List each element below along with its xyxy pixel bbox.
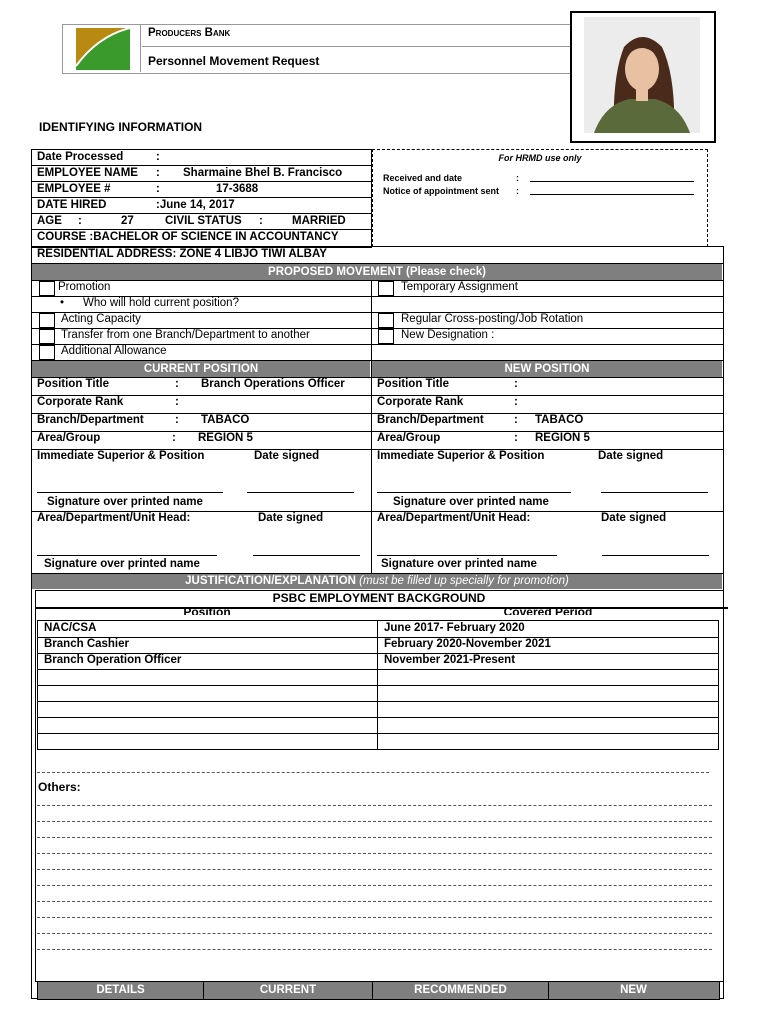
cur-date-line-2[interactable] [253, 555, 360, 556]
new-sig-line-1[interactable] [377, 492, 571, 493]
date-hired-label: DATE HIRED [37, 199, 107, 211]
others-line[interactable] [37, 821, 712, 822]
colon: : [156, 183, 160, 195]
employee-name-value: Sharmaine Bhel B. Francisco [183, 167, 343, 179]
new-sig-line-2[interactable] [377, 555, 557, 556]
colon: : [514, 414, 518, 426]
colon: : [156, 151, 160, 163]
new-sig-caption-1: Signature over printed name [393, 496, 549, 508]
others-line[interactable] [37, 853, 712, 854]
new-branch-label: Branch/Department [377, 414, 484, 426]
bg-period-1: June 2017- February 2020 [384, 622, 525, 634]
hrmd-box [372, 149, 708, 247]
address-value: RESIDENTIAL ADDRESS: ZONE 4 LIBJO TIWI ALBAY [37, 248, 327, 260]
cross-posting-checkbox[interactable] [378, 313, 394, 328]
form-title: Personnel Movement Request [148, 54, 320, 68]
employee-no-label: EMPLOYEE # [37, 183, 111, 195]
new-date-line-2[interactable] [602, 555, 709, 556]
employee-name-label: EMPLOYEE NAME [37, 167, 138, 179]
age-label: AGE [37, 215, 62, 227]
colon: : [175, 378, 179, 390]
transfer-checkbox[interactable] [39, 329, 55, 344]
hrmd-title: For HRMD use only [498, 153, 582, 163]
notice-label: Notice of appointment sent [383, 186, 500, 196]
new-area-value: REGION 5 [535, 432, 590, 444]
allowance-checkbox[interactable] [39, 345, 55, 360]
colon: : [514, 378, 518, 390]
colon: : [514, 432, 518, 444]
colon: : [514, 396, 518, 408]
acting-label: Acting Capacity [61, 313, 141, 325]
new-area-label: Area/Group [377, 432, 441, 444]
new-position-title-label: Position Title [377, 378, 449, 390]
footer-current: CURRENT [259, 984, 317, 996]
received-label: Received and date [383, 173, 463, 183]
cur-date-signed-2: Date signed [258, 512, 324, 524]
employee-no-value: 17-3688 [216, 183, 259, 195]
cur-area-label: Area/Group [37, 432, 101, 444]
new-sig-caption-2: Signature over printed name [381, 558, 537, 570]
bank-name: Producers Bank [148, 27, 231, 39]
cur-superior-label: Immediate Superior & Position [37, 450, 205, 462]
others-line[interactable] [37, 885, 712, 886]
current-position-header: CURRENT POSITION [32, 361, 370, 377]
col-period-header: Covered Period [503, 605, 593, 615]
acting-checkbox[interactable] [39, 313, 55, 328]
cur-unit-head-label: Area/Department/Unit Head: [37, 512, 191, 524]
promotion-checkbox[interactable] [39, 281, 55, 296]
bg-position-2: Branch Cashier [44, 638, 130, 650]
promotion-label: Promotion [58, 281, 111, 293]
footer-new: NEW [620, 984, 647, 996]
transfer-label: Transfer from one Branch/Department to another [61, 329, 310, 341]
colon: : [516, 173, 519, 183]
civil-status-value: MARRIED [292, 215, 346, 227]
justification-title: JUSTIFICATION/EXPLANATION [185, 575, 356, 587]
colon: : [259, 215, 263, 227]
justification-note: (must be filled up specially for promotion) [359, 575, 569, 587]
cur-sig-caption-1: Signature over printed name [47, 496, 203, 508]
temporary-label: Temporary Assignment [401, 281, 518, 293]
new-date-signed-1: Date signed [598, 450, 664, 462]
colon: : [516, 186, 519, 196]
background-title: PSBC EMPLOYMENT BACKGROUND [272, 591, 486, 605]
bg-position-1: NAC/CSA [44, 622, 97, 634]
others-line[interactable] [37, 901, 712, 902]
bullet-icon: • [60, 297, 65, 309]
cur-branch-value: TABACO [201, 414, 250, 426]
others-label: Others: [38, 780, 81, 794]
cur-sig-line-1[interactable] [37, 492, 223, 493]
date-processed-label: Date Processed [37, 151, 124, 163]
new-branch-value: TABACO [535, 414, 584, 426]
bank-logo-icon [76, 28, 130, 70]
new-designation-checkbox[interactable] [378, 329, 394, 344]
colon: : [78, 215, 82, 227]
footer-details: DETAILS [96, 984, 145, 996]
cur-date-signed-1: Date signed [254, 450, 320, 462]
cur-area-value: REGION 5 [198, 432, 253, 444]
footer-recommended: RECOMMENDED [414, 984, 507, 996]
colon: : [175, 414, 179, 426]
others-line[interactable] [37, 869, 712, 870]
others-line[interactable] [37, 949, 712, 950]
cur-date-line-1[interactable] [247, 492, 354, 493]
cur-rank-label: Corporate Rank [37, 396, 124, 408]
date-hired-value: :June 14, 2017 [156, 199, 235, 211]
new-unit-head-label: Area/Department/Unit Head: [377, 512, 531, 524]
new-rank-label: Corporate Rank [377, 396, 464, 408]
civil-status-label: CIVIL STATUS [165, 215, 242, 227]
bg-period-3: November 2021-Present [384, 654, 516, 666]
new-position-header: NEW POSITION [372, 361, 722, 377]
header-divider [142, 46, 582, 47]
new-designation-label: New Designation : [401, 329, 495, 341]
age-value: 27 [121, 215, 134, 227]
proposed-header: PROPOSED MOVEMENT (Please check) [32, 264, 722, 280]
colon: : [175, 396, 179, 408]
cur-position-title-value: Branch Operations Officer [201, 378, 345, 390]
justification-header [32, 574, 722, 589]
others-line[interactable] [37, 933, 712, 934]
cur-branch-label: Branch/Department [37, 414, 144, 426]
cross-posting-label: Regular Cross-posting/Job Rotation [401, 313, 584, 325]
course-value: COURSE :BACHELOR OF SCIENCE IN ACCOUNTANCY [37, 231, 339, 243]
temporary-checkbox[interactable] [378, 281, 394, 296]
section-identifying: IDENTIFYING INFORMATION [39, 120, 203, 134]
new-date-line-1[interactable] [601, 492, 708, 493]
who-holds-label: Who will hold current position? [83, 297, 239, 309]
colon: : [156, 167, 160, 179]
allowance-label: Additional Allowance [61, 345, 167, 357]
bg-period-2: February 2020-November 2021 [384, 638, 551, 650]
col-position-header: Position [183, 605, 231, 615]
others-line[interactable] [37, 917, 712, 918]
bg-position-3: Branch Operation Officer [44, 654, 182, 666]
others-line[interactable] [37, 805, 712, 806]
employee-photo [584, 17, 700, 133]
colon: : [172, 432, 176, 444]
separator-dashed [37, 772, 709, 773]
cur-position-title-label: Position Title [37, 378, 109, 390]
others-line[interactable] [37, 837, 712, 838]
new-superior-label: Immediate Superior & Position [377, 450, 545, 462]
received-line[interactable] [530, 181, 694, 182]
new-date-signed-2: Date signed [601, 512, 667, 524]
cur-sig-line-2[interactable] [37, 555, 217, 556]
cur-sig-caption-2: Signature over printed name [44, 558, 200, 570]
notice-line[interactable] [530, 194, 694, 195]
